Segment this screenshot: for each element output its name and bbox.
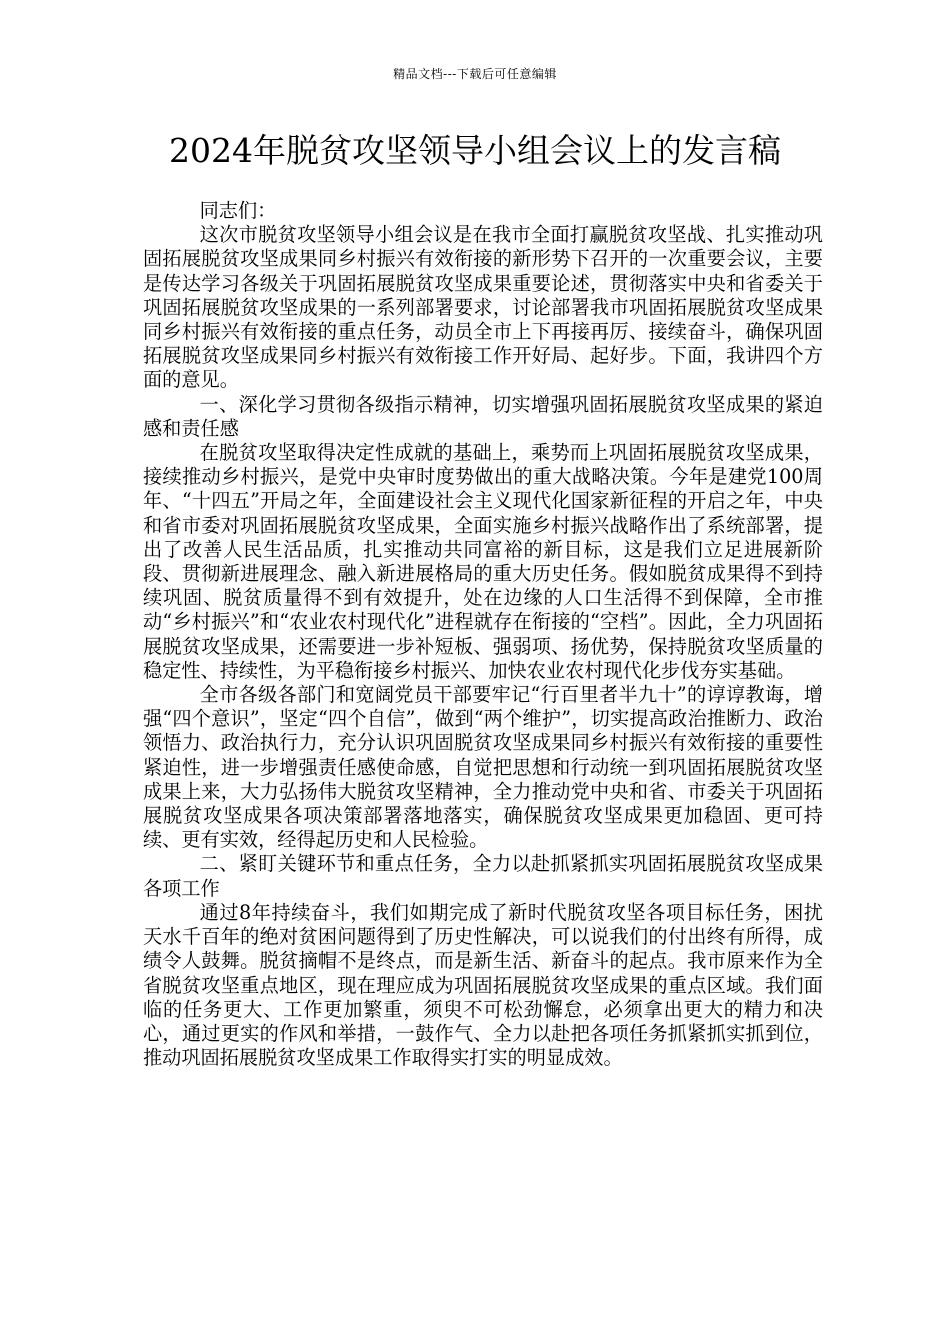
body-paragraph: 这次市脱贫攻坚领导小组会议是在我市全面打赢脱贫攻坚战、扎实推动巩固拓展脱贫攻坚成果同乡村振兴有效衔接的新形势下召开的一次重要会议，主要是传达学习各级关于巩固拓展脱贫攻坚成果重要论述，贯彻落实中央和省委关于巩固拓展脱贫攻坚成果的一系列部署要求，讨论部署我市巩固拓展脱贫攻坚成果同乡村振兴有效衔接的重点任务，动员全市上下再接再厉、接续奋斗，确保巩固拓展脱贫攻坚成果同乡村振兴有效衔接工作开好局、起好步。下面，我讲四个方面的意见。 [143, 223, 823, 392]
salutation: 同志们： [199, 199, 277, 222]
header-note: 精品文档---下载后可任意编辑 [393, 67, 557, 81]
document-body [143, 199, 823, 1070]
section-heading: 二、紧盯关键环节和重点任务，全力以赴抓紧抓实巩固拓展脱贫攻坚成果各项工作 [143, 852, 823, 900]
document-title: 2024年脱贫攻坚领导小组会议上的发言稿 [169, 131, 781, 170]
body-paragraph: 全市各级各部门和宽阔党员干部要牢记“行百里者半九十”的谆谆教诲，增强“四个意识”，坚定“四个自信”，做到“两个维护”，切实提高政治推断力、政治领悟力、政治执行力，充分认识巩固脱贫攻坚成果同乡村振兴有效衔接的重要性紧迫性，进一步增强责任感使命感，自觉把思想和行动统一到巩固拓展脱贫攻坚成果上来，大力弘扬伟大脱贫攻坚精神，全力推动党中央和省、市委关于巩固拓展脱贫攻坚成果各项决策部署落地落实，确保脱贫攻坚成果更加稳固、更可持续、更有实效，经得起历史和人民检验。 [143, 683, 823, 852]
section-heading: 一、深化学习贯彻各级指示精神，切实增强巩固拓展脱贫攻坚成果的紧迫感和责任感 [143, 392, 823, 440]
body-paragraph: 通过8年持续奋斗，我们如期完成了新时代脱贫攻坚各项目标任务，困扰天水千百年的绝对贫困问题得到了历史性解决，可以说我们的付出终有所得，成绩令人鼓舞。脱贫摘帽不是终点，而是新生活、新奋斗的起点。我市原来作为全省脱贫攻坚重点地区，现在理应成为巩固拓展脱贫攻坚成果的重点区域。我们面临的任务更大、工作更加繁重，须臾不可松劲懈怠，必须拿出更大的精力和决心，通过更实的作风和举措，一鼓作气、全力以赴把各项任务抓紧抓实抓到位，推动巩固拓展脱贫攻坚成果工作取得实打实的明显成效。 [143, 900, 823, 1070]
body-paragraph: 在脱贫攻坚取得决定性成就的基础上，乘势而上巩固拓展脱贫攻坚成果，接续推动乡村振兴，是党中央审时度势做出的重大战略决策。今年是建党100周年、“十四五”开局之年，全面建设社会主义现代化国家新征程的开启之年，中央和省市委对巩固拓展脱贫攻坚成果，全面实施乡村振兴战略作出了系统部署，提出了改善人民生活品质，扎实推动共同富裕的新目标，这是我们立足进展新阶段、贯彻新进展理念、融入新进展格局的重大历史任务。假如脱贫成果得不到持续巩固、脱贫质量得不到有效提升，处在边缘的人口生活得不到保障，全市推动“乡村振兴”和“农业农村现代化”进程就存在衔接的“空档”。因此，全力巩固拓展脱贫攻坚成果，还需要进一步补短板、强弱项、扬优势，保持脱贫攻坚质量的稳定性、持续性，为平稳衔接乡村振兴、加快农业农村现代化步伐夯实基础。 [143, 441, 823, 682]
